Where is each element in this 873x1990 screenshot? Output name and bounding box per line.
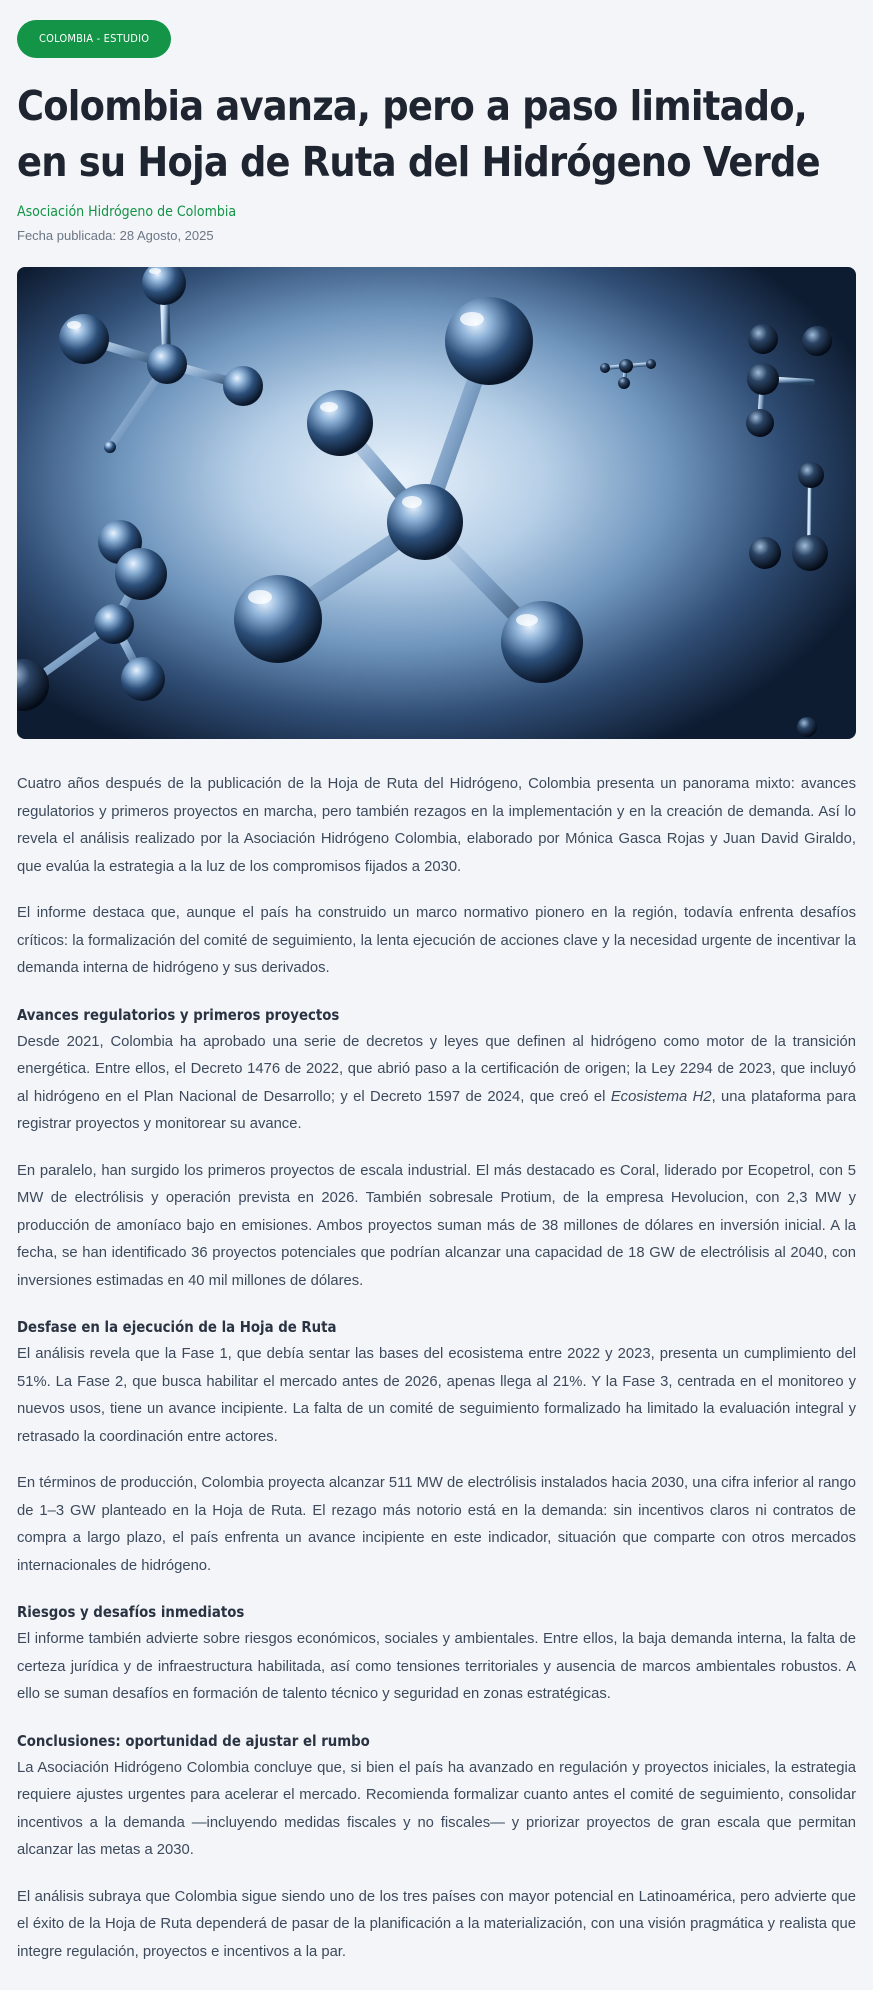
- section-heading: Conclusiones: oportunidad de ajustar el rumbo: [17, 1732, 370, 1750]
- paragraph-text: Desde 2021, Colombia ha aprobado una serie de decretos y leyes que definen al hidrógeno como motor de la transición energética. Entre ellos, el Decreto 1476 de 2022, que abrió paso a la certificación de origen; la Ley 2294 de 2023, que incluyó al hidrógeno en el Plan Nacional de Desarrollo; y el Decreto 1597 de 2024, que creó el: [17, 1033, 856, 1105]
- section-heading: Desfase en la ejecución de la Hoja de Ruta: [17, 1319, 337, 1336]
- article-title: Colombia avanza, pero a paso limitado, en su Hoja de Ruta del Hidrógeno Verde: [17, 82, 820, 186]
- emphasis-text: Ecosistema H2: [610, 1088, 712, 1105]
- paragraph: En términos de producción, Colombia proyecta alcanzar 511 MW de electrólisis instalados hacia 2030, una cifra inferior al rango de 1–3 GW planteado en la Hoja de Ruta. El rezago más notorio está en la demanda: sin incentivos claros ni contratos de compra a largo plazo, el país enfrenta un avance incipiente en este indicador, situación que comparte con otros mercados internacionales de hidrógeno.: [17, 1475, 856, 1574]
- paragraph: El informe destaca que, aunque el país ha construido un marco normativo pionero en la región, todavía enfrenta desafíos críticos: la formalización del comité de seguimiento, la lenta ejecución de acciones clave y la necesidad urgente de incentivar la demanda interna de hidrógeno y sus derivados.: [17, 905, 856, 976]
- paragraph-text: , una plataforma para registrar proyectos y monitorear su avance.: [17, 1088, 856, 1132]
- paragraph: El informe también advierte sobre riesgos económicos, sociales y ambientales. Entre ellos, la baja demanda interna, la falta de certeza jurídica y de infraestructura habilitada, así como tensiones territoriales y ausencia de marcos ambientales robustos. A ello se suman desafíos en formación de talento técnico y seguridad en zonas estratégicas.: [17, 1631, 856, 1702]
- paragraph: La Asociación Hidrógeno Colombia concluye que, si bien el país ha avanzado en regulación y proyectos iniciales, la estrategia requiere ajustes urgentes para acelerar el mercado. Recomienda formalizar cuanto antes el comité de seguimiento, consolidar incentivos a la demanda —incluyendo medidas fiscales y no fiscales— y priorizar proyectos de gran escala que permitan alcanzar las metas a 2030.: [17, 1759, 856, 1858]
- paragraph: [17, 1029, 856, 1139]
- hero-image-molecules: [17, 267, 856, 739]
- publish-date: Fecha publicada: 28 Agosto, 2025: [17, 228, 214, 243]
- category-badge[interactable]: COLOMBIA - ESTUDIO: [17, 20, 171, 58]
- section-heading: Riesgos y desafíos inmediatos: [17, 1604, 245, 1621]
- section-heading: Avances regulatorios y primeros proyectos: [17, 1006, 340, 1024]
- paragraph: El análisis revela que la Fase 1, que debía sentar las bases del ecosistema entre 2022 y 2023, presenta un cumplimiento del 51%. La Fase 2, que busca habilitar el mercado antes de 2026, apenas llega al 21%. Y la Fase 3, centrada en el monitoreo y nuevos usos, tiene un avance incipiente. La falta de un comité de seguimiento formalizado ha limitado la evaluación integral y retrasado la coordinación entre actores.: [17, 1346, 856, 1445]
- paragraph: El análisis subraya que Colombia sigue siendo uno de los tres países con mayor potencial en Latinoamérica, pero advierte que el éxito de la Hoja de Ruta dependerá de pasar de la planificación a la materialización, con una visión pragmática y realista que integre regulación, proyectos e incentivos a la par.: [17, 1888, 856, 1960]
- author-link[interactable]: Asociación Hidrógeno de Colombia: [17, 204, 237, 220]
- paragraph: Cuatro años después de la publicación de la Hoja de Ruta del Hidrógeno, Colombia presenta un panorama mixto: avances regulatorios y primeros proyectos en marcha, pero también rezagos en la implementación y en la creación de demanda. Así lo revela el análisis realizado por la Asociación Hidrógeno Colombia, elaborado por Mónica Gasca Rojas y Juan David Giraldo, que evalúa la estrategia a la luz de los compromisos fijados a 2030.: [17, 776, 856, 875]
- paragraph: En paralelo, han surgido los primeros proyectos de escala industrial. El más destacado es Coral, liderado por Ecopetrol, con 5 MW de electrólisis y operación prevista en 2026. También sobresale Protium, de la empresa Hevolucion, con 2,3 MW y producción de amoníaco bajo en emisiones. Ambos proyectos suman más de 38 millones de dólares en inversión inicial. A la fecha, se han identificado 36 proyectos potenciales que podrían alcanzar una capacidad de 18 GW de electrólisis al 2040, con inversiones estimadas en 40 mil millones de dólares.: [17, 1162, 856, 1289]
- article-body: [17, 771, 856, 1966]
